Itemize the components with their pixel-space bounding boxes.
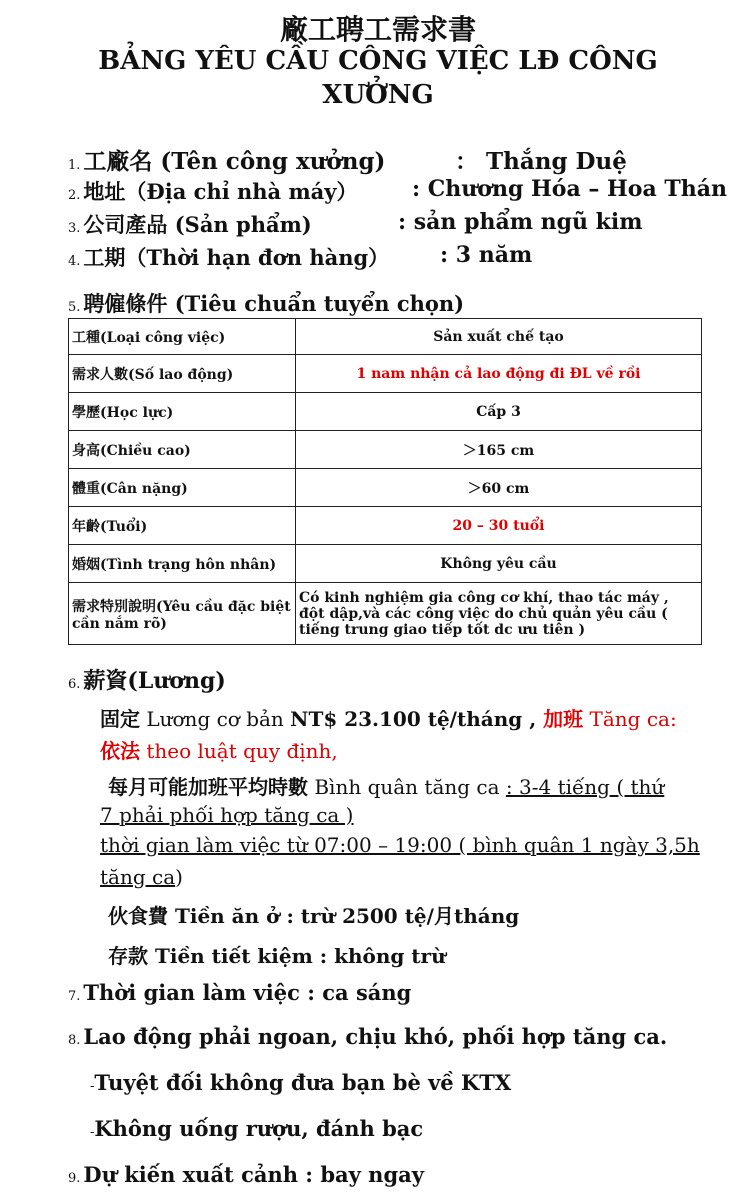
row-value: ＞60 cm: [296, 469, 702, 507]
address-value: : Chương Hóa – Hoa Thán: [412, 176, 728, 202]
table-row: [69, 431, 702, 469]
row-key: 需求人數(Số lao động): [69, 355, 296, 393]
savings-line: 存款 Tiền tiết kiệm : không trừ: [108, 944, 446, 968]
doc-title-zh: 廠工聘工需求書: [279, 13, 476, 46]
table-row: [69, 545, 702, 583]
table-row: [69, 393, 702, 431]
row-value: Có kinh nghiệm gia công cơ khí, thao tác máy , đột dập,và các công việc do chủ quản yêu cầu ( tiếng trung giao tiếp tốt dc ưu tiên ): [296, 583, 702, 645]
factory-name-value: ： Thắng Duệ: [455, 148, 627, 175]
item-contract-term: 4. 工期（Thời hạn đơn hàng）: [68, 245, 390, 270]
item-work-shift: 7. Thời gian làm việc : ca sáng: [68, 980, 412, 1005]
row-key: 年齡(Tuổi): [69, 507, 296, 545]
meal-fee-line: 伙食費 Tiền ăn ở : trừ 2500 tệ/月tháng: [108, 904, 520, 928]
item-product: 3. 公司產品 (Sản phẩm): [68, 212, 312, 237]
row-value: ＞165 cm: [296, 431, 702, 469]
work-hours-line2: tăng ca): [100, 865, 183, 889]
salary-fixed-line: 固定 Lương cơ bản NT$ 23.100 tệ/tháng , 加班 Tăng ca:: [100, 707, 677, 731]
rule-bullet-2: -Không uống rượu, đánh bạc: [90, 1116, 424, 1141]
item-address: 2. 地址（Địa chỉ nhà máy）: [68, 179, 358, 204]
table-row: [69, 583, 702, 645]
item-departure: 9. Dự kiến xuất cảnh : bay ngay: [68, 1162, 424, 1187]
table-row: [69, 507, 702, 545]
item-salary: 6. 薪資(Lương): [68, 668, 226, 694]
overtime-avg-line: 每月可能加班平均時數 Bình quân tăng ca : 3-4 tiếng ( thứ: [108, 775, 665, 799]
item-recruit-criteria: 5. 聘僱條件 (Tiêu chuẩn tuyển chọn): [68, 291, 465, 316]
table-row: [69, 319, 702, 355]
overtime-avg-line2: 7 phải phối hợp tăng ca ): [100, 803, 354, 827]
item-factory-name: 1. 工廠名 (Tên công xưởng): [68, 148, 386, 175]
row-value: Không yêu cầu: [296, 545, 702, 583]
row-key: 體重(Cân nặng): [69, 469, 296, 507]
row-key: 婚姻(Tình trạng hôn nhân): [69, 545, 296, 583]
row-key: 學歷(Học lực): [69, 393, 296, 431]
criteria-table: [68, 318, 702, 645]
rule-bullet-1: -Tuyệt đối không đưa bạn bè về KTX: [90, 1070, 512, 1095]
product-value: : sản phẩm ngũ kim: [398, 209, 643, 235]
doc-title-vi-line2: XƯỞNG: [322, 80, 434, 110]
item-worker-conduct: 8. Lao động phải ngoan, chịu khó, phối hợp tăng ca.: [68, 1024, 668, 1049]
doc-title-vi-line1: BẢNG YÊU CẦU CÔNG VIỆC LĐ CÔNG: [98, 46, 658, 76]
row-key: 需求特別說明(Yêu cầu đặc biệt cần nắm rõ): [69, 583, 296, 645]
row-key: 身高(Chiều cao): [69, 431, 296, 469]
work-hours-line: thời gian làm việc từ 07:00 – 19:00 ( bình quân 1 ngày 3,5h: [100, 833, 700, 857]
row-key: 工種(Loại công việc): [69, 319, 296, 355]
contract-term-value: : 3 năm: [440, 242, 533, 268]
row-value: 1 nam nhận cả lao động đi ĐL về rồi: [296, 355, 702, 393]
table-row: [69, 469, 702, 507]
row-value: 20 – 30 tuổi: [296, 507, 702, 545]
row-value: Cấp 3: [296, 393, 702, 431]
table-row: [69, 355, 702, 393]
salary-law-line: 依法 theo luật quy định,: [100, 739, 338, 763]
row-value: Sản xuất chế tạo: [296, 319, 702, 355]
